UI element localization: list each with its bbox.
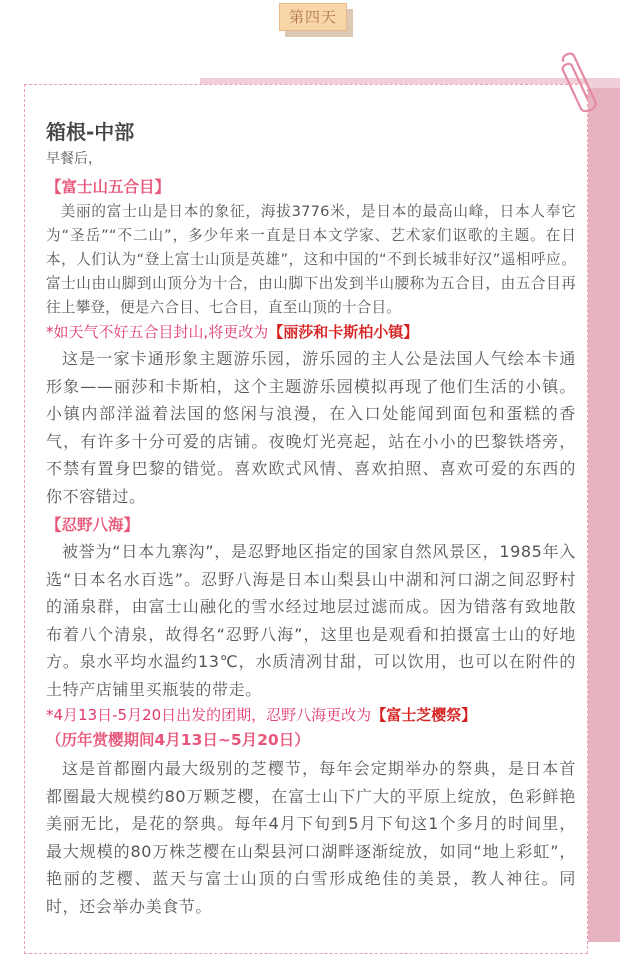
paperclip-icon <box>560 48 600 118</box>
page-title: 箱根-中部 <box>46 120 135 144</box>
date-note-sub: （历年赏樱期间4月13日~5月20日） <box>46 731 310 749</box>
lisa-paragraph: 这是一家卡通形象主题游乐园，游乐园的主人公是法国人气绘本卡通形象——丽莎和卡斯柏，这个主题游乐园模拟再现了他们生活的小镇。小镇内部洋溢着法国的悠闲与浪漫，在入口处能闻到面包和蛋糕的香气，有许多十分可爱的店铺。夜晚灯光亮起，站在小小的巴黎铁塔旁，不禁有置身巴黎的错觉。喜欢欧式风情、喜欢拍照、喜欢可爱的东西的你不容错过。 <box>46 349 576 506</box>
section-head-oshino: 【忍野八海】 <box>46 516 140 534</box>
day-tag-area <box>0 0 626 44</box>
weather-note-highlight: 【丽莎和卡斯柏小镇】 <box>268 323 419 341</box>
date-note-prefix: *4月13日-5月20日出发的团期，忍野八海更改为 <box>46 706 372 724</box>
weather-note <box>46 320 576 345</box>
date-note <box>46 703 576 728</box>
shibazakura-paragraph: 这是首都圈内最大级别的芝樱节，每年会定期举办的祭典，是日本首都圈最大规模约80万颗芝樱，在富士山下广大的平原上绽放，色彩鲜艳美丽无比，是花的祭典。每年4月下旬到5月下旬这1个多月的时间里，最大规模的80万株芝樱在山梨县河口湖畔逐渐绽放，如同“地上彩虹”，艳丽的芝樱、蓝天与富士山顶的白雪形成绝佳的美景，教人神往。同时，还会举办美食节。 <box>46 759 576 916</box>
breakfast-line: 早餐后， <box>46 151 102 167</box>
weather-note-prefix: *如天气不好五合目封山,将更改为 <box>46 323 269 341</box>
day-tag: 第四天 <box>279 3 347 31</box>
fuji-paragraph: 美丽的富士山是日本的象征，海拔3776米，是日本的最高山峰，日本人奉它为“圣岳”“不二山”，多少年来一直是日本文学家、艺术家们讴歌的主题。在日本，人们认为“登上富士山顶是英雄”，这和中国的“不到长城非好汉”遥相呼应。富士山由山脚到山顶分为十合，由山脚下出发到半山腰称为五合目，由五合目再往上攀登，便是六合目、七合目，直至山顶的十合目。 <box>46 203 576 316</box>
oshino-paragraph: 被誉为“日本九寨沟”，是忍野地区指定的国家自然风景区，1985年入选“日本名水百选”。忍野八海是日本山梨县山中湖和河口湖之间忍野村的涌泉群，由富士山融化的雪水经过地层过滤而成。因为错落有致地散布着八个清泉，故得名“忍野八海”，这里也是观看和拍摄富士山的好地方。泉水平均水温约13℃，水质清冽甘甜，可以饮用，也可以在附件的土特产店铺里买瓶装的带走。 <box>46 542 576 699</box>
date-note-highlight: 【富士芝樱祭】 <box>371 706 477 724</box>
content <box>46 118 576 920</box>
section-head-fuji: 【富士山五合目】 <box>46 178 171 196</box>
